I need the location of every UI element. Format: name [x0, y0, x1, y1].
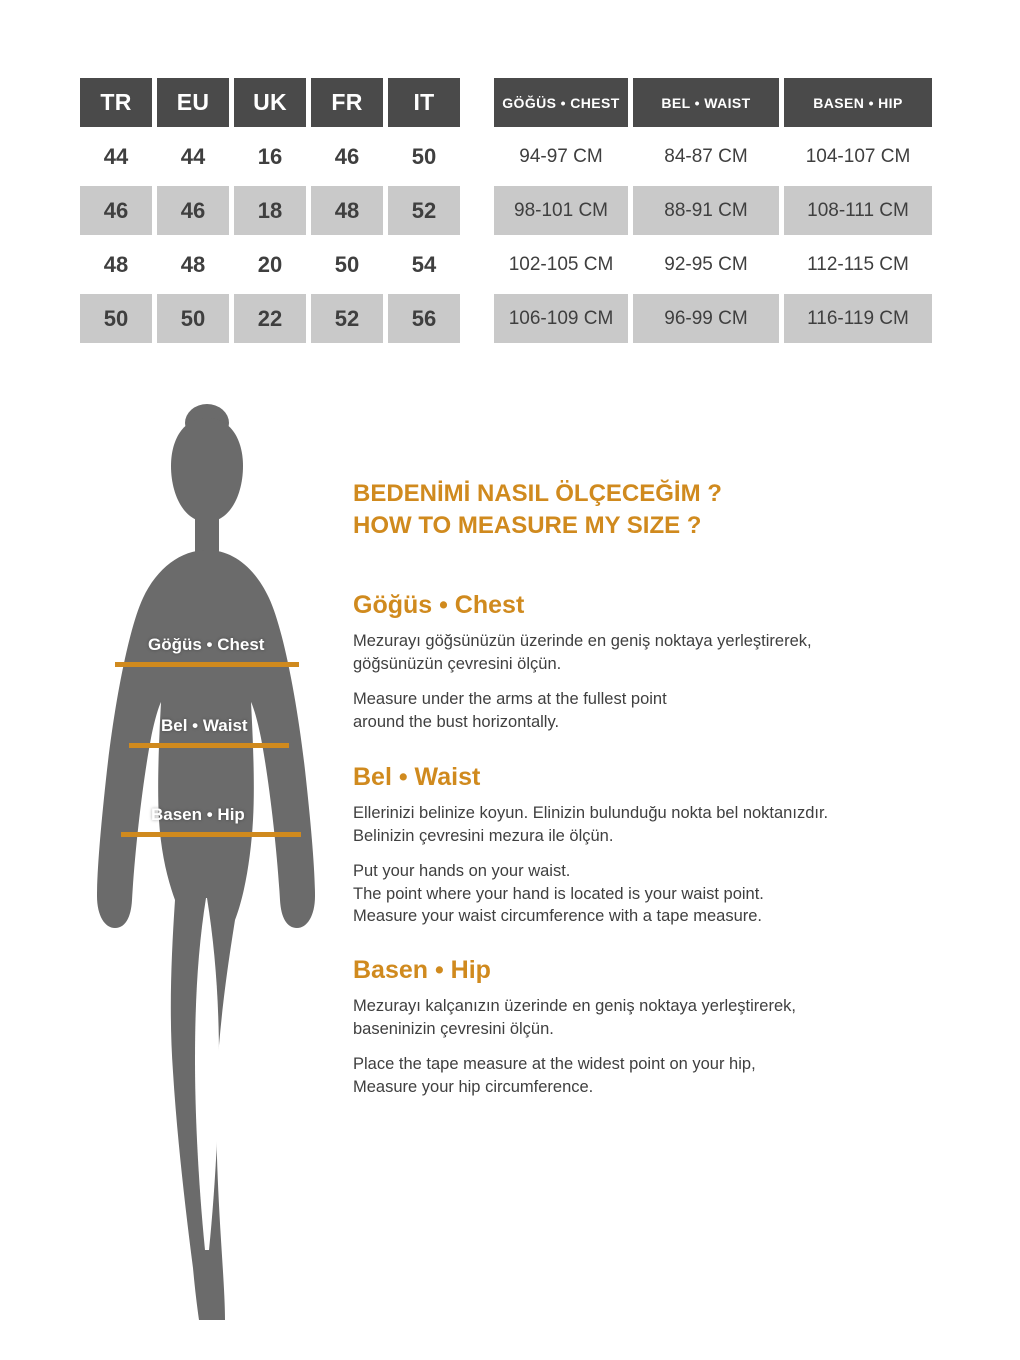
female-silhouette-figure [85, 400, 335, 1330]
cell-eu: 50 [157, 294, 229, 343]
section-hip-en: Place the tape measure at the widest point on your hip, Measure your hip circumference. [353, 1054, 756, 1096]
cell-waist: 84-87 CM [633, 132, 779, 181]
column-header-tr: TR [80, 78, 152, 127]
cell-it: 52 [388, 186, 460, 235]
table-row [80, 186, 460, 235]
waist-band [129, 743, 289, 748]
cell-uk: 20 [234, 240, 306, 289]
page-title [353, 478, 953, 541]
column-header-hip: BASEN • HIP [784, 78, 932, 127]
size-conversion-table [80, 78, 460, 348]
cell-it: 56 [388, 294, 460, 343]
table-row [494, 240, 932, 289]
cell-uk: 16 [234, 132, 306, 181]
section-hip [353, 956, 953, 1098]
cell-chest: 98-101 CM [494, 186, 628, 235]
column-header-uk: UK [234, 78, 306, 127]
body-silhouette-icon [85, 400, 335, 1330]
section-waist [353, 763, 953, 928]
section-title-waist: Bel • Waist [353, 763, 481, 792]
cell-eu: 48 [157, 240, 229, 289]
cell-fr: 52 [311, 294, 383, 343]
section-chest [353, 591, 953, 733]
chest-band [115, 662, 299, 667]
cell-eu: 46 [157, 186, 229, 235]
size-tables [0, 78, 1020, 348]
cell-chest: 94-97 CM [494, 132, 628, 181]
cell-it: 54 [388, 240, 460, 289]
section-hip-tr: Mezurayı kalçanızın üzerinde en geniş noktaya yerleştirerek, baseninizin çevresini ölçün. [353, 997, 796, 1038]
cell-it: 50 [388, 132, 460, 181]
cell-tr: 44 [80, 132, 152, 181]
hip-band-label: Basen • Hip [151, 805, 245, 824]
table-row [80, 132, 460, 181]
section-title-chest: Göğüs • Chest [353, 591, 525, 620]
chest-band-label: Göğüs • Chest [148, 635, 265, 654]
table-row [494, 186, 932, 235]
table-row [494, 294, 932, 343]
page-title-en: HOW TO MEASURE MY SIZE ? [353, 511, 702, 539]
cell-tr: 48 [80, 240, 152, 289]
column-header-eu: EU [157, 78, 229, 127]
section-waist-tr: Ellerinizi belinize koyun. Elinizin bulunduğu nokta bel noktanızdır. Belinizin çevresini mezura ile ölçün. [353, 804, 829, 846]
cell-waist: 92-95 CM [633, 240, 779, 289]
body-measurements-table [494, 78, 932, 348]
cell-waist: 96-99 CM [633, 294, 779, 343]
table-row [80, 240, 460, 289]
section-title-hip: Basen • Hip [353, 956, 491, 985]
cell-hip: 104-107 CM [784, 132, 932, 181]
cell-hip: 108-111 CM [784, 186, 932, 235]
cell-fr: 48 [311, 186, 383, 235]
cell-fr: 50 [311, 240, 383, 289]
cell-uk: 18 [234, 186, 306, 235]
table-row [494, 132, 932, 181]
cell-chest: 102-105 CM [494, 240, 628, 289]
cell-tr: 50 [80, 294, 152, 343]
cell-hip: 116-119 CM [784, 294, 932, 343]
cell-fr: 46 [311, 132, 383, 181]
section-chest-tr: Mezurayı göğsünüzün üzerinde en geniş noktaya yerleştirerek, göğsünüzün çevresini ölçün. [353, 632, 812, 674]
table-header-row [80, 78, 460, 127]
column-header-fr: FR [311, 78, 383, 127]
section-chest-en: Measure under the arms at the fullest point around the bust horizontally. [353, 689, 667, 731]
cell-tr: 46 [80, 186, 152, 235]
cell-eu: 44 [157, 132, 229, 181]
cell-hip: 112-115 CM [784, 240, 932, 289]
measure-instructions [353, 478, 953, 1128]
section-waist-en: Put your hands on your waist. The point where your hand is located is your waist point. Measure your waist circumference with a tape measure. [353, 861, 764, 926]
page-title-tr: BEDENİMİ NASIL ÖLÇECEĞİM ? [353, 480, 722, 507]
column-header-it: IT [388, 78, 460, 127]
hip-band [121, 832, 301, 837]
table-header-row [494, 78, 932, 127]
cell-waist: 88-91 CM [633, 186, 779, 235]
cell-uk: 22 [234, 294, 306, 343]
column-header-waist: BEL • WAIST [633, 78, 779, 127]
cell-chest: 106-109 CM [494, 294, 628, 343]
table-row [80, 294, 460, 343]
column-header-chest: GÖĞÜS • CHEST [494, 78, 628, 127]
waist-band-label: Bel • Waist [161, 716, 248, 735]
